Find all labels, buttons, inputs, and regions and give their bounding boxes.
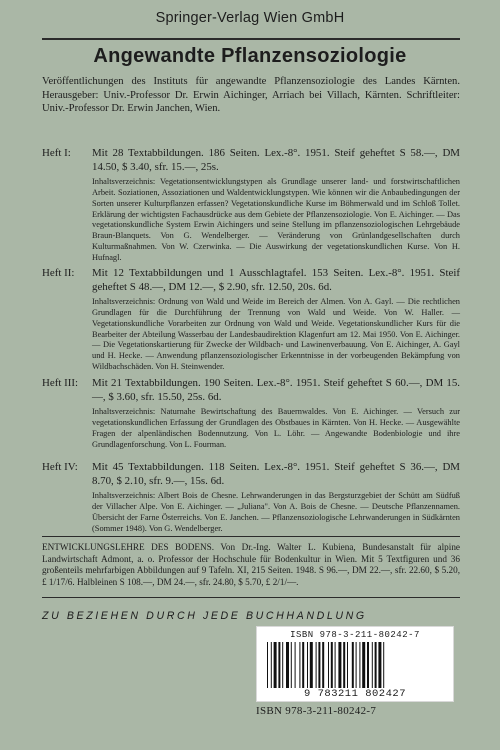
heft-details: Mit 45 Textabbildungen. 118 Seiten. Lex.-8°. 1951. Steif geheftet S 36.—, DM 8.70, $ 2.10, sfr. 9.—, 15s. 6d. (92, 461, 460, 488)
barcode-icon (267, 642, 443, 688)
heft-contents: Inhaltsverzeichnis: Ordnung von Wald und Weide im Bereich der Almen. Von A. Gayl. — Die rechtlichen Grundlagen für die Durchführung der Trennung von Wald und Weide. Von W. Haller. — Vegetationskundliche Vorarbeiten zur Ordnung von Wald und Weide. Vegetationskundlicher Kurs für die Bearbeiter der Abteilung Wasserbau der Landesbaudirektion Klagenfurt am 12. Mai 1950. Von E. Aichinger. — Die Vegetationskartierung für Zwecke der Wildbach- und Lawinenverbauung. Von E. Aichinger, A. Gayl und H. Hecke. — Anwendung pflanzensoziologischer Erkenntnisse in der vorbeugenden Bekämpfung von Wildbachschäden. Von H. Steinwender. (92, 296, 460, 372)
heft-number: Heft IV: (42, 461, 78, 473)
section-rule (42, 536, 460, 537)
publisher-name: Springer-Verlag Wien GmbH (155, 10, 345, 26)
buying-tagline: ZU BEZIEHEN DURCH JEDE BUCHHANDLUNG (42, 610, 367, 622)
heft-number: Heft I: (42, 147, 71, 159)
heft-details: Mit 21 Textabbildungen. 190 Seiten. Lex.-8°. 1951. Steif geheftet S 60.—, DM 15.—, $ 3.60, sfr. 15.50, 25s. 6d. (92, 377, 460, 404)
heft-entry-4 (42, 460, 460, 534)
barcode-number: 9 783211 802427 (303, 688, 406, 700)
barcode-isbn: ISBN 978-3-211-80242-7 (290, 630, 420, 640)
barcode-box (256, 626, 454, 702)
series-intro: Veröffentlichungen des Instituts für angewandte Pflanzensoziologie des Landes Kärnten. Herausgeber: Univ.-Professor Dr. Erwin Aichinger, Arriach bei Villach, Kärnten. Schriftleiter: Univ.-Professor Dr. Erwin Janchen, Wien. (42, 76, 460, 115)
heft-contents: Inhaltsverzeichnis: Vegetationsentwicklungstypen als Grundlage unserer land- und forstwirtschaftlichen Arbeit. Soziationen, Assoziationen und Waldentwicklungstypen. Wie können wir die Anbaubedingungen der Sorten unserer Kulturpflanzen erfassen? Vegetationskundliche Kurse im Böhmerwald und im Schloß Tollet. Erklärung der wichtigsten Fachausdrücke aus dem Gebiete der Pflanzensoziologie. Von E. Aichinger. — Das vegetationskundliche System Erwin Aichingers und seine Stellung im pflanzensoziologischen Lehrgebäude Braun-Blanquets. Von G. Wendelberger. — Veränderung von Grünlandgesellschaften durch Kulturmaßnahmen. Von W. Czerwinka. — Die Auswirkung der vegetationskundlichen Kurse. Von H. Hufnagl. (92, 176, 460, 263)
heft-entry-3 (42, 376, 460, 450)
heft-contents: Inhaltsverzeichnis: Naturnahe Bewirtschaftung des Bauernwaldes. Von E. Aichinger. — Versuch zur vegetationskundlichen Erfassung der Grundlagen des Obstbaues in Kärnten. Von H. Hecke. — Ausgewählte Fragen der alpenländischen Bodennutzung. Von L. Löhr. — Angewandte Bodenbiologie und ihre Grundlagenforschung. Von L. Fourman. (92, 406, 460, 449)
heft-entry-2 (42, 266, 460, 373)
top-rule (42, 38, 460, 40)
heft-details: Mit 28 Textabbildungen. 186 Seiten. Lex.-8°. 1951. Steif geheftet S 58.—, DM 14.50, $ 3.40, sfr. 15.—, 25s. (92, 147, 460, 174)
isbn-text: ISBN 978-3-211-80242-7 (256, 705, 377, 717)
heft-number: Heft III: (42, 377, 78, 389)
book-series-title: Angewandte Pflanzensoziologie (93, 45, 407, 67)
heft-entry-1 (42, 146, 460, 264)
entwicklungslehre-entry: ENTWICKLUNGSLEHRE DES BODENS. Von Dr.-Ing. Walter L. Kubiena, Bundesanstalt für alpine Landwirtschaft Admont, a. o. Professor der Hochschule für Bodenkultur in Wien. Mit 5 Textfiguren und 36 großenteils mehrfarbigen Abbildungen auf 9 Tafeln. XI, 215 Seiten. 1948. S 96.—, DM 22.—, sfr. 22.60, $ 5.20, £ 1/17/6. Halbleinen S 108.—, DM 24.—, sfr. 24.80, $ 5.70, £ 2/1/—. (42, 542, 460, 587)
heft-contents: Inhaltsverzeichnis: Albert Bois de Chesne. Lehrwanderungen in das Bergsturzgebiet der Schütt am Südfuß der Villacher Alpe. Von E. Aichinger. — „Juliana". Von A. Bois de Chesne. — Deutsche Pflanzennamen. Übersicht der Farne Österreichs. Von E. Janchen. — Pflanzensoziologische Lehrwanderungen in Südkärnten (Sommer 1948). Von G. Wendelberger. (92, 490, 460, 533)
heft-number: Heft II: (42, 267, 75, 279)
section-rule (42, 597, 460, 598)
heft-details: Mit 12 Textabbildungen und 1 Ausschlagtafel. 153 Seiten. Lex.-8°. 1951. Steif geheftet S 48.—, DM 12.—, $ 2.90, sfr. 12.50, 20s. 6d. (92, 267, 460, 294)
